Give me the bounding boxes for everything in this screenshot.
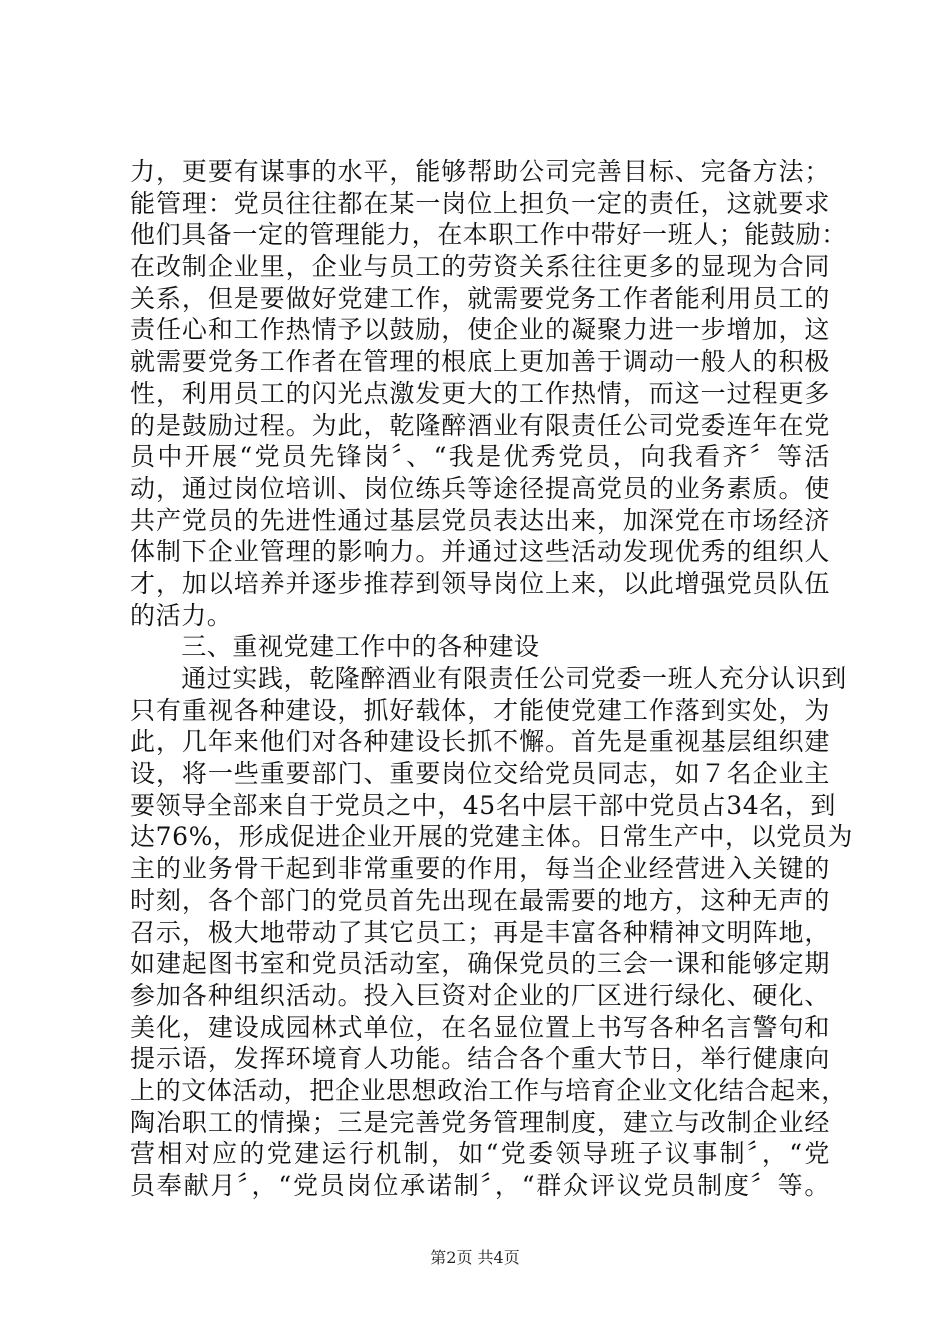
text-line: 共产党员的先进性通过基层党员表达出来，加深党在市场经济: [130, 505, 830, 535]
text-line: 陶冶职工的情操；三是完善党务管理制度，建立与改制企业经: [130, 1107, 830, 1137]
text-line: 提示语，发挥环境育人功能。结合各个重大节日，举行健康向: [130, 1044, 830, 1074]
text-line: 就需要党务工作者在管理的根底上更加善于调动一般人的积极: [130, 347, 830, 377]
text-line: 只有重视各种建设，抓好载体，才能使党建工作落到实处，为: [130, 695, 830, 725]
text-line: 体制下企业管理的影响力。并通过这些活动发现优秀的组织人: [130, 537, 830, 567]
text-line: 主的业务骨干起到非常重要的作用，每当企业经营进入关键的: [130, 854, 830, 884]
text-line: 美化，建设成园林式单位，在名显位置上书写各种名言警句和: [130, 1012, 830, 1042]
text-line: 达76%，形成促进企业开展的党建主体。日常生产中，以党员为: [130, 822, 853, 852]
body-text: [130, 156, 853, 1202]
text-line: 性，利用员工的闪光点激发更大的工作热情，而这一过程更多: [130, 378, 830, 408]
text-line: 上的文体活动，把企业思想政治工作与培育企业文化结合起来，: [130, 1075, 847, 1105]
text-line: 关系，但是要做好党建工作，就需要党务工作者能利用员工的: [130, 283, 830, 313]
text-line: 参加各种组织活动。投入巨资对企业的厂区进行绿化、硬化、: [130, 980, 830, 1010]
text-line: 员中开展“党员先锋岗〞、“我是优秀党员，向我看齐〞等活: [130, 442, 830, 472]
text-line: 如建起图书室和党员活动室，确保党员的三会一课和能够定期: [130, 949, 830, 979]
text-line: 他们具备一定的管理能力，在本职工作中带好一班人；能鼓励：: [130, 220, 847, 250]
text-line: 的是鼓励过程。为此，乾隆醉酒业有限责任公司党委连年在党: [130, 410, 830, 440]
text-line: 召示，极大地带动了其它员工；再是丰富各种精神文明阵地，: [130, 917, 830, 947]
text-line: 营相对应的党建运行机制，如“党委领导班子议事制〞，“党: [130, 1139, 830, 1169]
text-line: 时刻，各个部门的党员首先出现在最需要的地方，这种无声的: [130, 885, 830, 915]
text-line: 通过实践，乾隆醉酒业有限责任公司党委一班人充分认识到: [130, 664, 847, 693]
text-line: 的活力。: [130, 600, 233, 630]
text-line: 此，几年来他们对各种建设长抓不懈。首先是重视基层组织建: [130, 727, 830, 757]
page-footer: 第2页 共4页: [430, 1248, 520, 1267]
text-line: 在改制企业里，企业与员工的劳资关系往往更多的显现为合同: [130, 252, 830, 282]
text-line: 能管理：党员往往都在某一岗位上担负一定的责任，这就要求: [130, 188, 830, 218]
section-heading: 三、重视党建工作中的各种建设: [130, 632, 540, 662]
text-line: 力，更要有谋事的水平，能够帮助公司完善目标、完备方法；: [130, 157, 830, 186]
text-line: 要领导全部来自于党员之中，45名中层干部中党员占34名，到: [130, 790, 837, 820]
text-line: 设，将一些重要部门、重要岗位交给党员同志，如７名企业主: [130, 759, 830, 789]
text-line: 责任心和工作热情予以鼓励，使企业的凝聚力进一步增加，这: [130, 315, 830, 345]
text-line: 动，通过岗位培训、岗位练兵等途径提高党员的业务素质。使: [130, 473, 830, 503]
text-line: 员奉献月〞，“党员岗位承诺制〞，“群众评议党员制度〞等。: [130, 1171, 830, 1200]
text-line: 才，加以培养并逐步推荐到领导岗位上来，以此增强党员队伍: [130, 568, 830, 598]
